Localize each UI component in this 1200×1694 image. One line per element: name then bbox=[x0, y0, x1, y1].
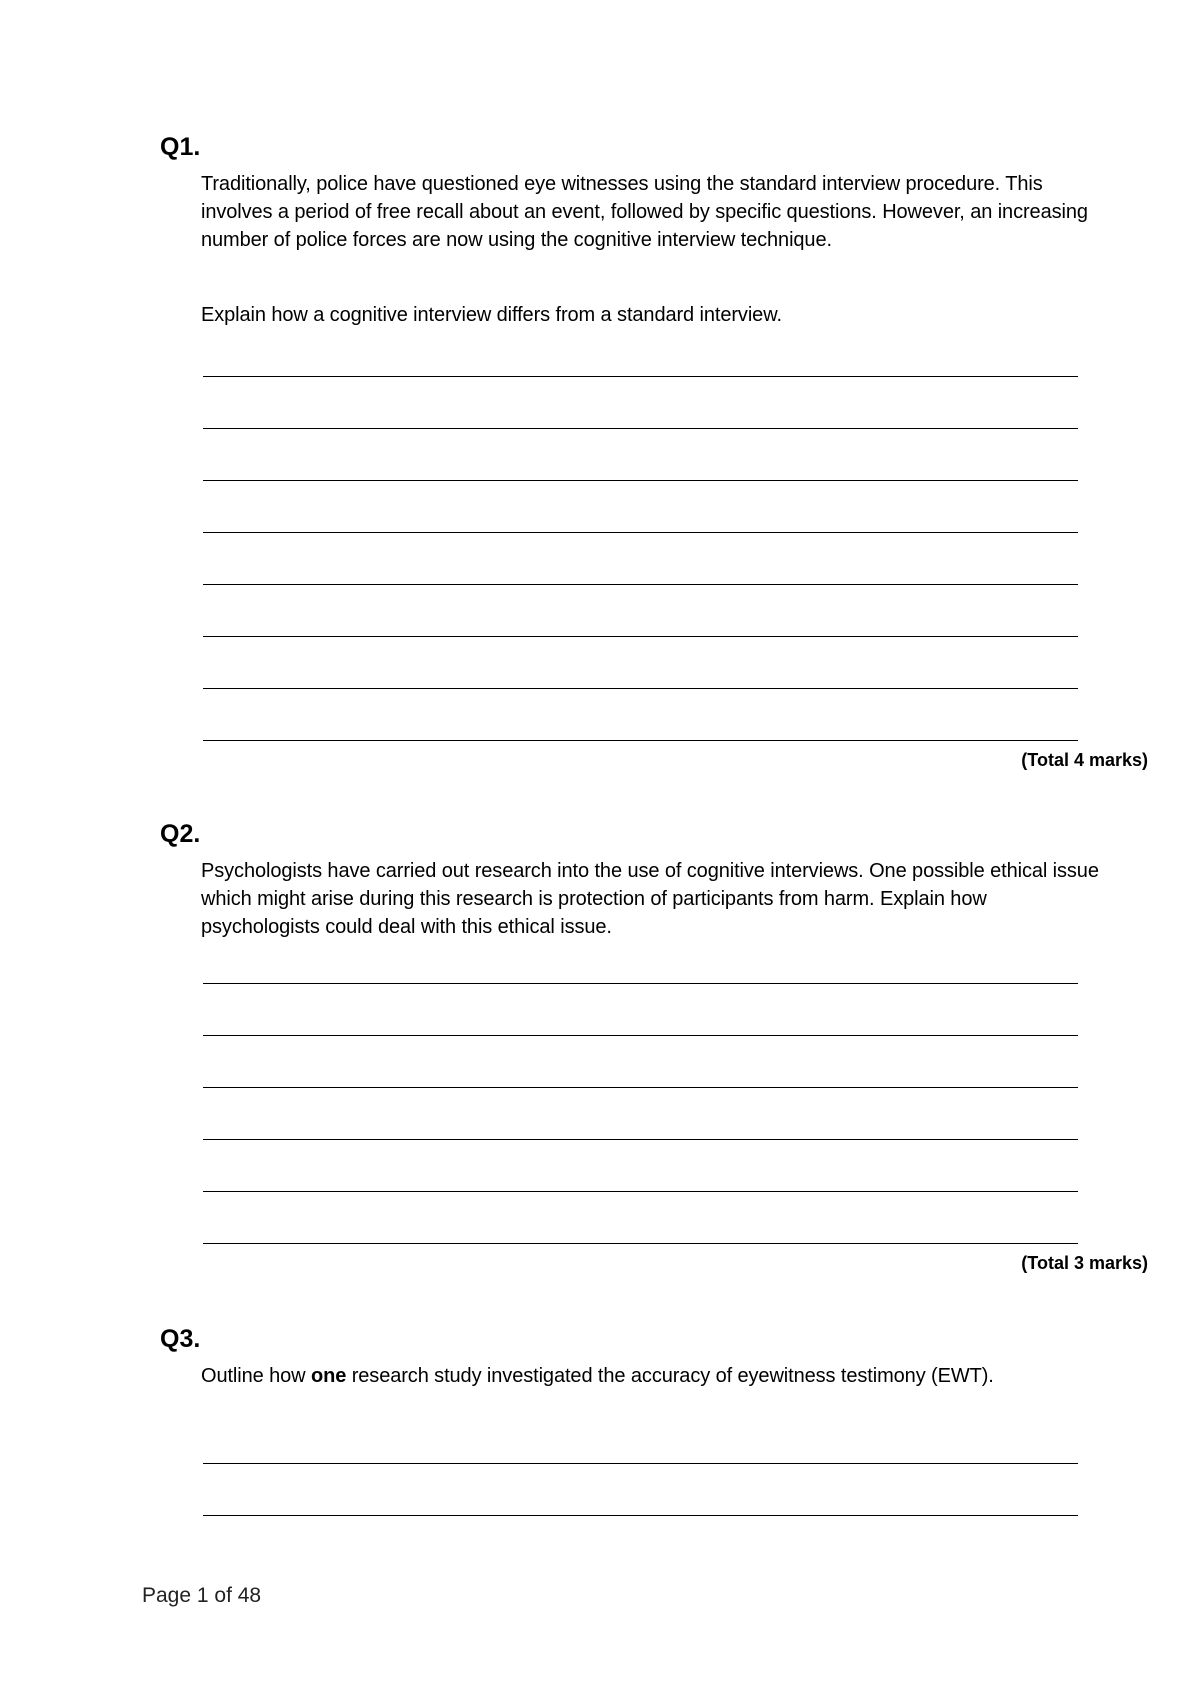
question-text-part: research study investigated the accuracy of eyewitness testimony (EWT). bbox=[346, 1365, 994, 1387]
question-paragraph: Traditionally, police have questioned eye witnesses using the standard interview procedure. This involves a period of free recall about an event, followed by specific questions. However, an increasing number of police forces are now using the cognitive interview technique. bbox=[201, 173, 1088, 251]
total-marks: (Total 4 marks) bbox=[1021, 750, 1148, 770]
question-text-part: Outline how bbox=[201, 1365, 311, 1387]
answer-line[interactable] bbox=[203, 1463, 1078, 1464]
question-text bbox=[201, 1362, 1101, 1390]
question-number: Q3. bbox=[160, 1325, 201, 1353]
page-number: Page 1 of 48 bbox=[142, 1584, 262, 1607]
question-paragraph: Psychologists have carried out research into the use of cognitive interviews. One possible ethical issue which might arise during this research is protection of participants from harm. Explain how psychologists could deal with this ethical issue. bbox=[201, 860, 1099, 938]
question-text bbox=[201, 170, 1101, 254]
question-text bbox=[201, 857, 1101, 941]
answer-line[interactable] bbox=[203, 1139, 1078, 1140]
answer-line[interactable] bbox=[203, 1191, 1078, 1192]
answer-line[interactable] bbox=[203, 1035, 1078, 1036]
question-number: Q2. bbox=[160, 820, 201, 848]
total-marks: (Total 3 marks) bbox=[1021, 1253, 1148, 1273]
emphasis-text: one bbox=[310, 1365, 347, 1387]
answer-line[interactable] bbox=[203, 983, 1078, 984]
answer-line[interactable] bbox=[203, 688, 1078, 689]
answer-line[interactable] bbox=[203, 1087, 1078, 1088]
answer-line[interactable] bbox=[203, 584, 1078, 585]
answer-line[interactable] bbox=[203, 428, 1078, 429]
answer-line[interactable] bbox=[203, 376, 1078, 377]
answer-line[interactable] bbox=[203, 740, 1078, 741]
question-number: Q1. bbox=[160, 133, 201, 161]
answer-line[interactable] bbox=[203, 636, 1078, 637]
answer-line[interactable] bbox=[203, 1243, 1078, 1244]
answer-line[interactable] bbox=[203, 480, 1078, 481]
question-prompt: Explain how a cognitive interview differs from a standard interview. bbox=[201, 304, 782, 326]
answer-line[interactable] bbox=[203, 532, 1078, 533]
answer-line[interactable] bbox=[203, 1515, 1078, 1516]
